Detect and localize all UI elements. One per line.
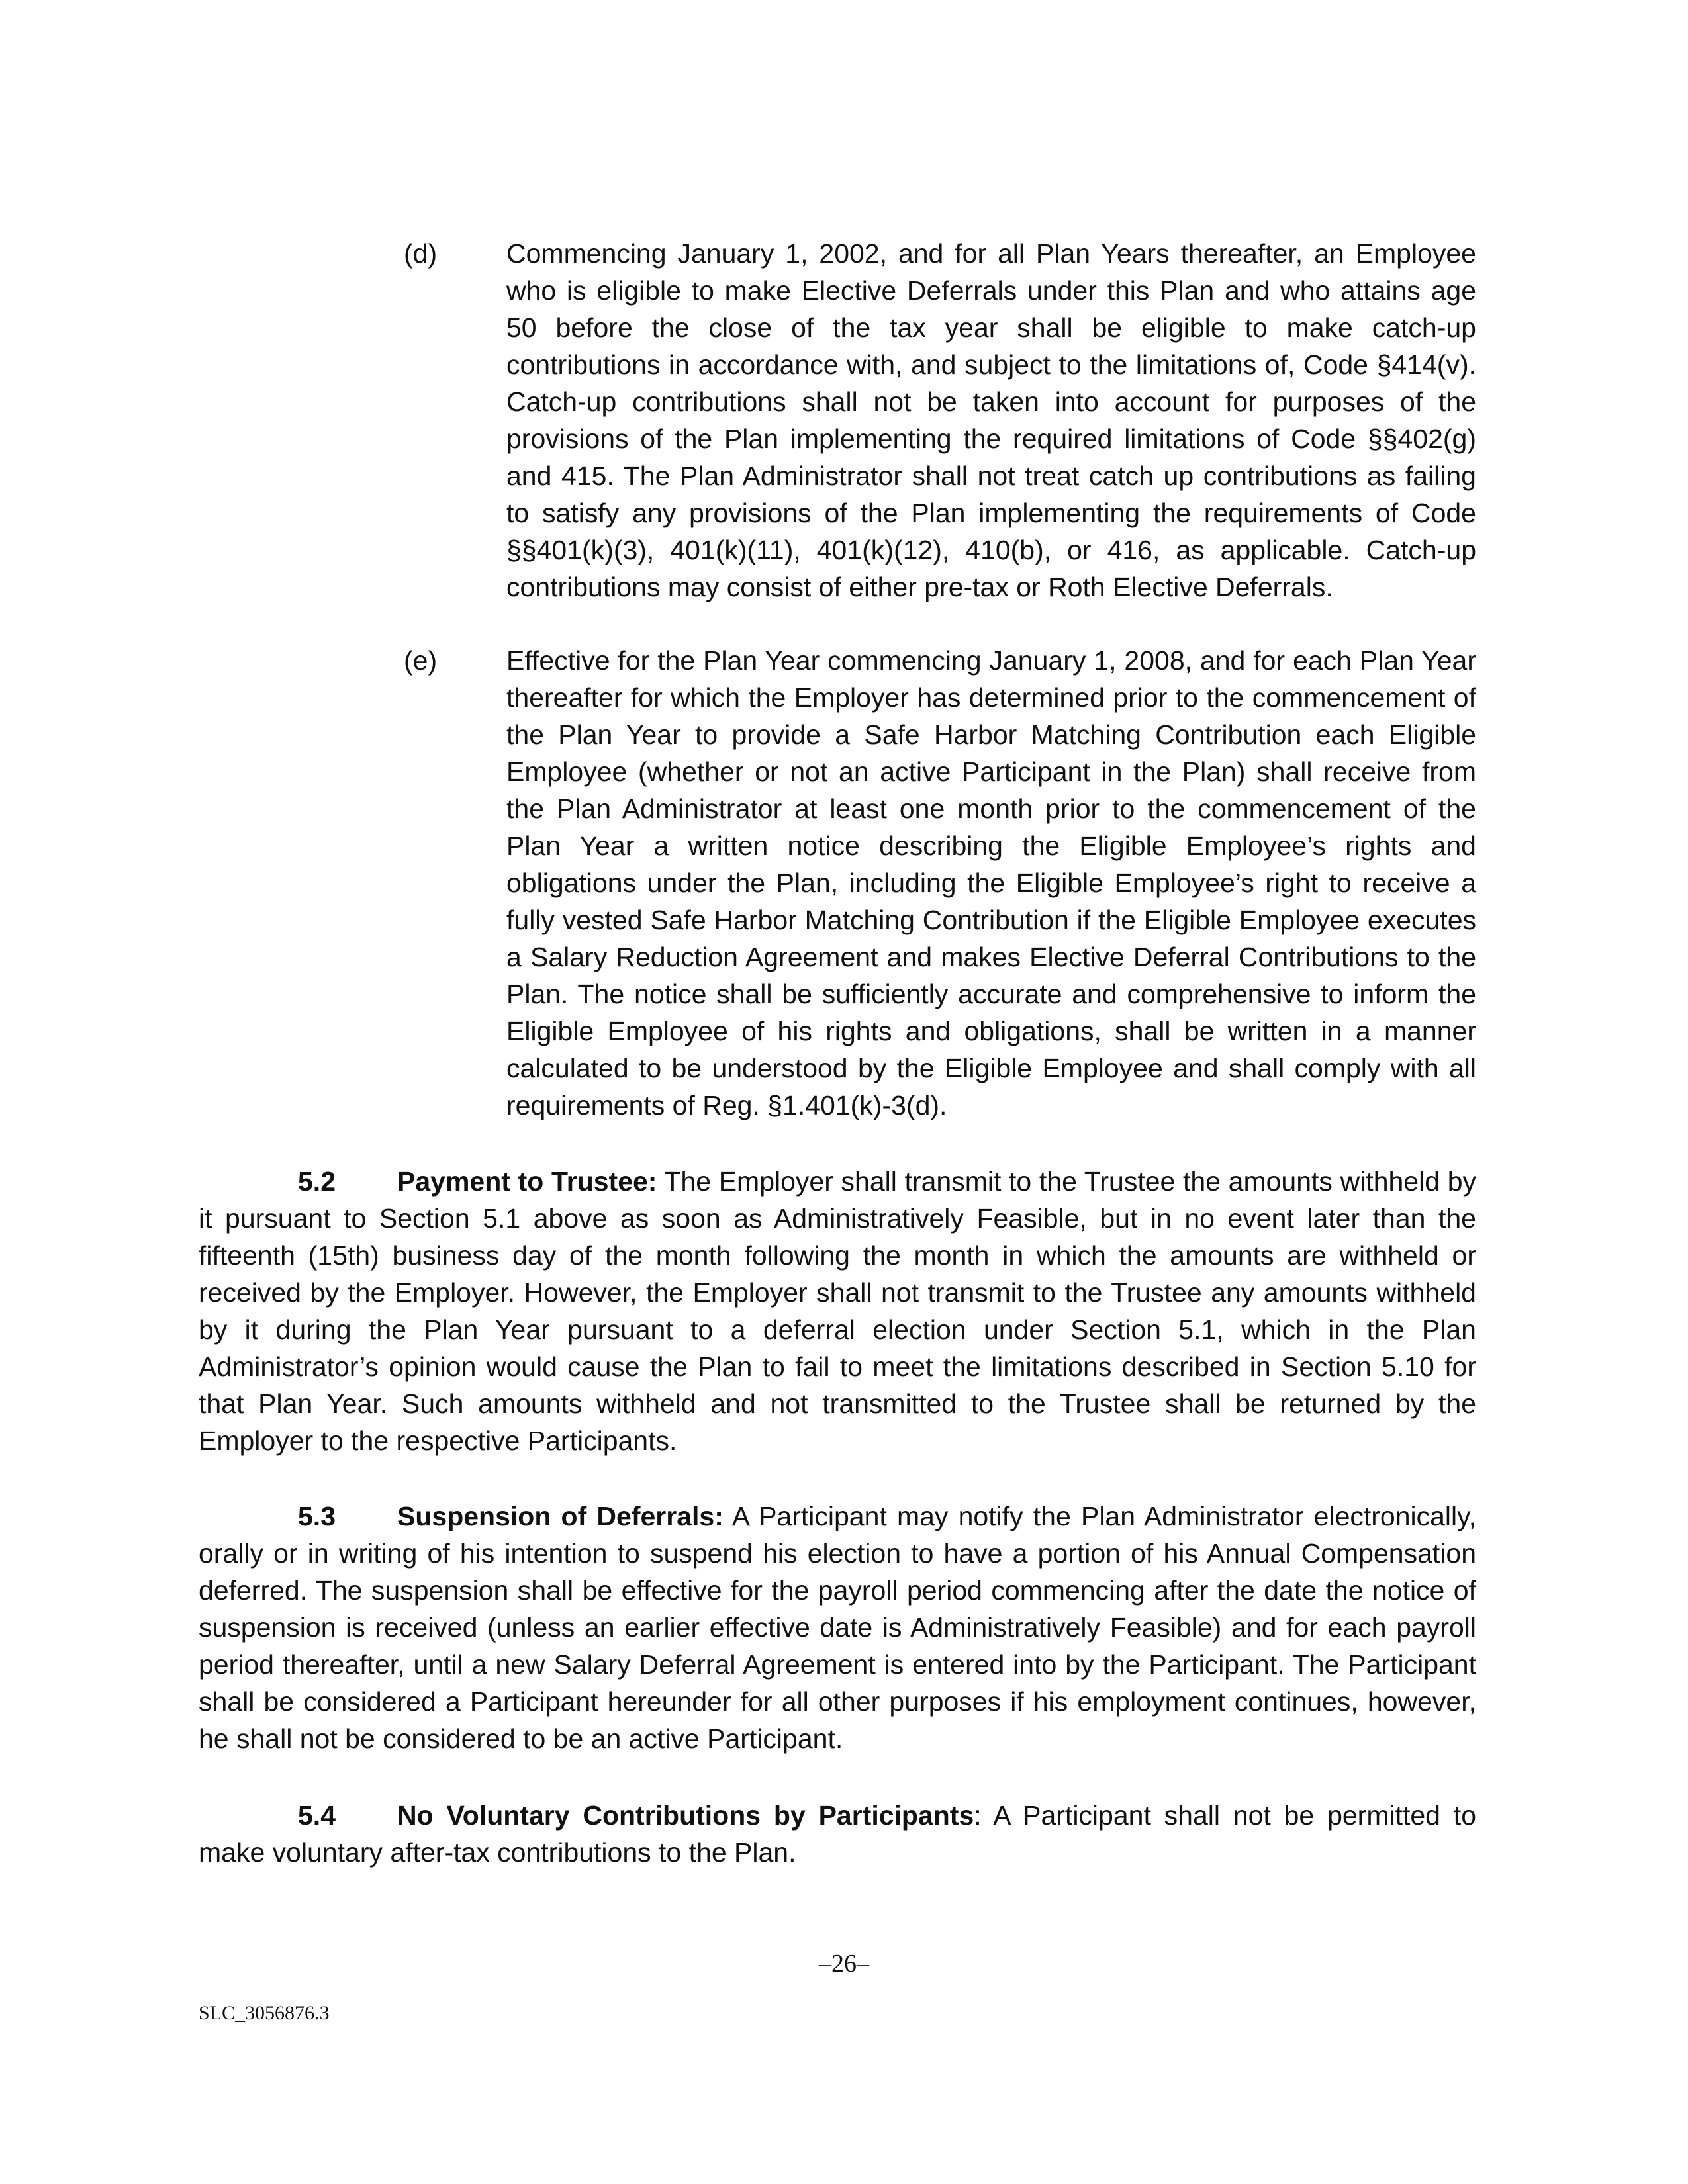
page-number: –26– bbox=[819, 1950, 869, 1978]
section-5-3 bbox=[199, 1498, 1476, 1757]
section-title: Payment to Trustee: bbox=[397, 1166, 657, 1197]
section-number: 5.2 bbox=[298, 1166, 336, 1197]
subsection-label: (d) bbox=[404, 238, 438, 269]
subsection-e bbox=[404, 642, 1476, 1124]
section-title: Suspension of Deferrals: bbox=[397, 1501, 724, 1531]
section-5-4 bbox=[199, 1797, 1476, 1871]
section-title: No Voluntary Contributions by Participants bbox=[397, 1800, 974, 1831]
subsection-d bbox=[404, 235, 1476, 606]
subsection-text: Commencing January 1, 2002, and for all Plan Years thereafter, an Employee who is eligible to make Elective Deferrals under this Plan and who attains age 50 before the close of the tax year shall be eligible to make catch-up contributions in accordance with, and subject to the limitations of, Code §414(v). Catch-up contributions shall not be taken into account for purposes of the provisions of the Plan implementing the required limitations of Code §§402(g) and 415. The Plan Administrator shall not treat catch up contributions as failing to satisfy any provisions of the Plan implementing the requirements of Code §§401(k)(3), 401(k)(11), 401(k)(12), 410(b), or 416, as applicable. Catch-up contributions may consist of either pre-tax or Roth Elective Deferrals. bbox=[506, 238, 1476, 602]
section-body: The Employer shall transmit to the Trustee the amounts withheld by it pursuant to Section 5.1 above as soon as Administratively Feasible, but in no event later than the fifteenth (15th) business day of the month following the month in which the amounts are withheld or received by the Employer. However, the Employer shall not transmit to the Trustee any amounts withheld by it during the Plan Year pursuant to a deferral election under Section 5.1, which in the Plan Administrator’s opinion would cause the Plan to fail to meet the limitations described in Section 5.10 for that Plan Year. Such amounts withheld and not transmitted to the Trustee shall be returned by the Employer to the respective Participants. bbox=[199, 1166, 1476, 1456]
subsection-label: (e) bbox=[404, 645, 438, 676]
section-body: : A Participant shall not be permitted to make voluntary after-tax contributions to the Plan. bbox=[199, 1800, 1476, 1868]
section-5-2 bbox=[199, 1163, 1476, 1459]
section-body: A Participant may notify the Plan Administrator electronically, orally or in writing of his intention to suspend his election to have a portion of his Annual Compensation deferred. The suspension shall be effective for the payroll period commencing after the date the notice of suspension is received (unless an earlier effective date is Administratively Feasible) and for each payroll period thereafter, until a new Salary Deferral Agreement is entered into by the Participant. The Participant shall be considered a Participant hereunder for all other purposes if his employment continues, however, he shall not be considered to be an active Participant. bbox=[199, 1501, 1476, 1754]
subsection-text: Effective for the Plan Year commencing January 1, 2008, and for each Plan Year thereafter for which the Employer has determined prior to the commencement of the Plan Year to provide a Safe Harbor Matching Contribution each Eligible Employee (whether or not an active Participant in the Plan) shall receive from the Plan Administrator at least one month prior to the commencement of the Plan Year a written notice describing the Eligible Employee’s rights and obligations under the Plan, including the Eligible Employee’s right to receive a fully vested Safe Harbor Matching Contribution if the Eligible Employee executes a Salary Reduction Agreement and makes Elective Deferral Contributions to the Plan. The notice shall be sufficiently accurate and comprehensive to inform the Eligible Employee of his rights and obligations, shall be written in a manner calculated to be understood by the Eligible Employee and shall comply with all requirements of Reg. §1.401(k)-3(d). bbox=[506, 645, 1476, 1120]
section-number: 5.3 bbox=[298, 1501, 336, 1531]
document-id: SLC_3056876.3 bbox=[199, 2002, 330, 2024]
section-number: 5.4 bbox=[298, 1800, 336, 1831]
